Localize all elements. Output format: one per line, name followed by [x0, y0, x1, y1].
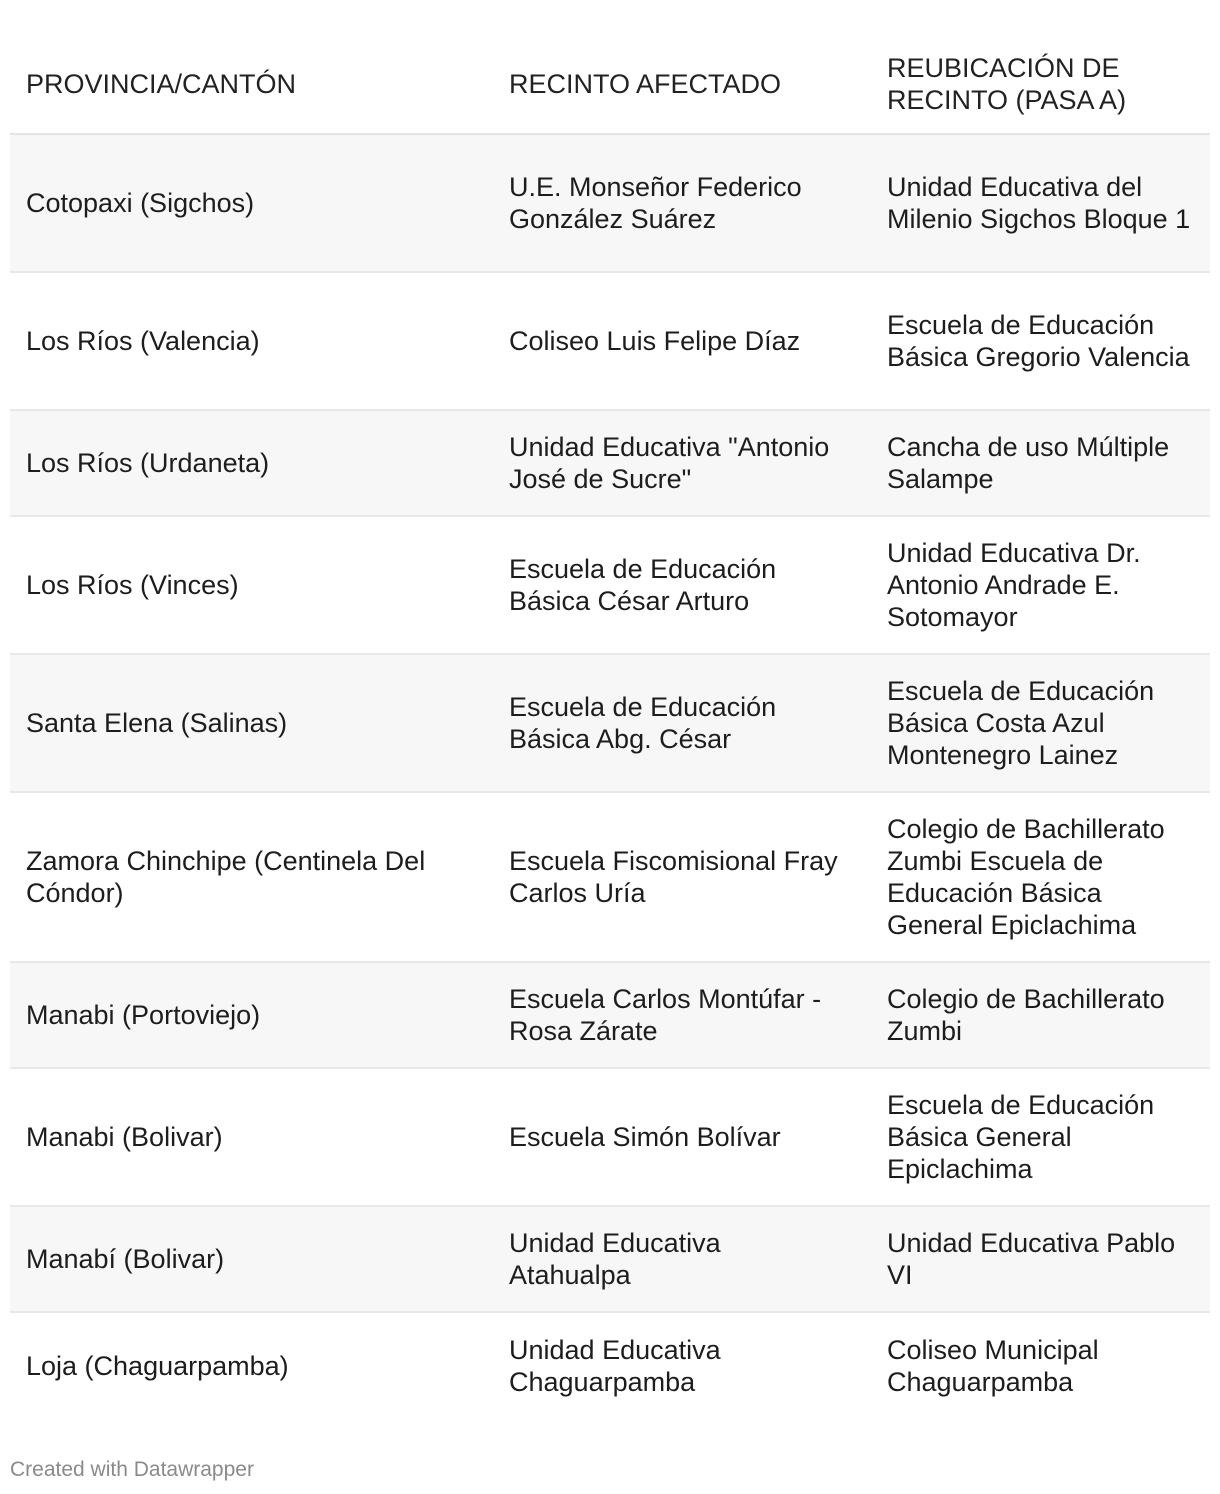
relocation-table [10, 30, 1210, 1418]
table-row [10, 654, 1210, 792]
cell-reubicacion: Cancha de uso Múltiple Salampe [871, 410, 1210, 516]
data-table-container [10, 30, 1210, 1418]
cell-provincia: Zamora Chinchipe (Centinela Del Cóndor) [10, 792, 493, 962]
cell-recinto: Escuela Fiscomisional Fray Carlos Uría [493, 792, 871, 962]
header-recinto-afectado[interactable]: RECINTO AFECTADO [493, 30, 871, 134]
cell-provincia: Los Ríos (Valencia) [10, 272, 493, 410]
cell-reubicacion: Coliseo Municipal Chaguarpamba [871, 1312, 1210, 1418]
cell-provincia: Manabi (Portoviejo) [10, 962, 493, 1068]
cell-reubicacion: Escuela de Educación Básica Gregorio Valencia [871, 272, 1210, 410]
cell-reubicacion: Colegio de Bachillerato Zumbi Escuela de Educación Básica General Epiclachima [871, 792, 1210, 962]
table-row [10, 1206, 1210, 1312]
cell-recinto: Unidad Educativa Atahualpa [493, 1206, 871, 1312]
cell-recinto: U.E. Monseñor Federico González Suárez [493, 134, 871, 272]
cell-recinto: Escuela Simón Bolívar [493, 1068, 871, 1206]
cell-provincia: Loja (Chaguarpamba) [10, 1312, 493, 1418]
cell-reubicacion: Escuela de Educación Básica General Epiclachima [871, 1068, 1210, 1206]
table-row [10, 1068, 1210, 1206]
table-row [10, 792, 1210, 962]
cell-provincia: Santa Elena (Salinas) [10, 654, 493, 792]
datawrapper-credit-link[interactable]: Created with Datawrapper [10, 1458, 254, 1481]
cell-recinto: Unidad Educativa Chaguarpamba [493, 1312, 871, 1418]
cell-reubicacion: Unidad Educativa del Milenio Sigchos Bloque 1 [871, 134, 1210, 272]
cell-recinto: Escuela Carlos Montúfar - Rosa Zárate [493, 962, 871, 1068]
cell-recinto: Escuela de Educación Básica Abg. César [493, 654, 871, 792]
header-provincia-canton[interactable]: PROVINCIA/CANTÓN [10, 30, 493, 134]
table-row [10, 272, 1210, 410]
cell-reubicacion: Colegio de Bachillerato Zumbi [871, 962, 1210, 1068]
cell-reubicacion: Unidad Educativa Pablo VI [871, 1206, 1210, 1312]
cell-provincia: Los Ríos (Vinces) [10, 516, 493, 654]
cell-provincia: Manabi (Bolivar) [10, 1068, 493, 1206]
cell-recinto: Unidad Educativa "Antonio José de Sucre" [493, 410, 871, 516]
table-row [10, 962, 1210, 1068]
cell-reubicacion: Unidad Educativa Dr. Antonio Andrade E. Sotomayor [871, 516, 1210, 654]
table-header-row [10, 30, 1210, 134]
cell-provincia: Manabí (Bolivar) [10, 1206, 493, 1312]
table-row [10, 516, 1210, 654]
cell-provincia: Los Ríos (Urdaneta) [10, 410, 493, 516]
table-row [10, 134, 1210, 272]
table-row [10, 410, 1210, 516]
header-reubicacion[interactable]: REUBICACIÓN DE RECINTO (PASA A) [871, 30, 1210, 134]
cell-reubicacion: Escuela de Educación Básica Costa Azul Montenegro Lainez [871, 654, 1210, 792]
cell-recinto: Coliseo Luis Felipe Díaz [493, 272, 871, 410]
cell-provincia: Cotopaxi (Sigchos) [10, 134, 493, 272]
table-row [10, 1312, 1210, 1418]
cell-recinto: Escuela de Educación Básica César Arturo [493, 516, 871, 654]
